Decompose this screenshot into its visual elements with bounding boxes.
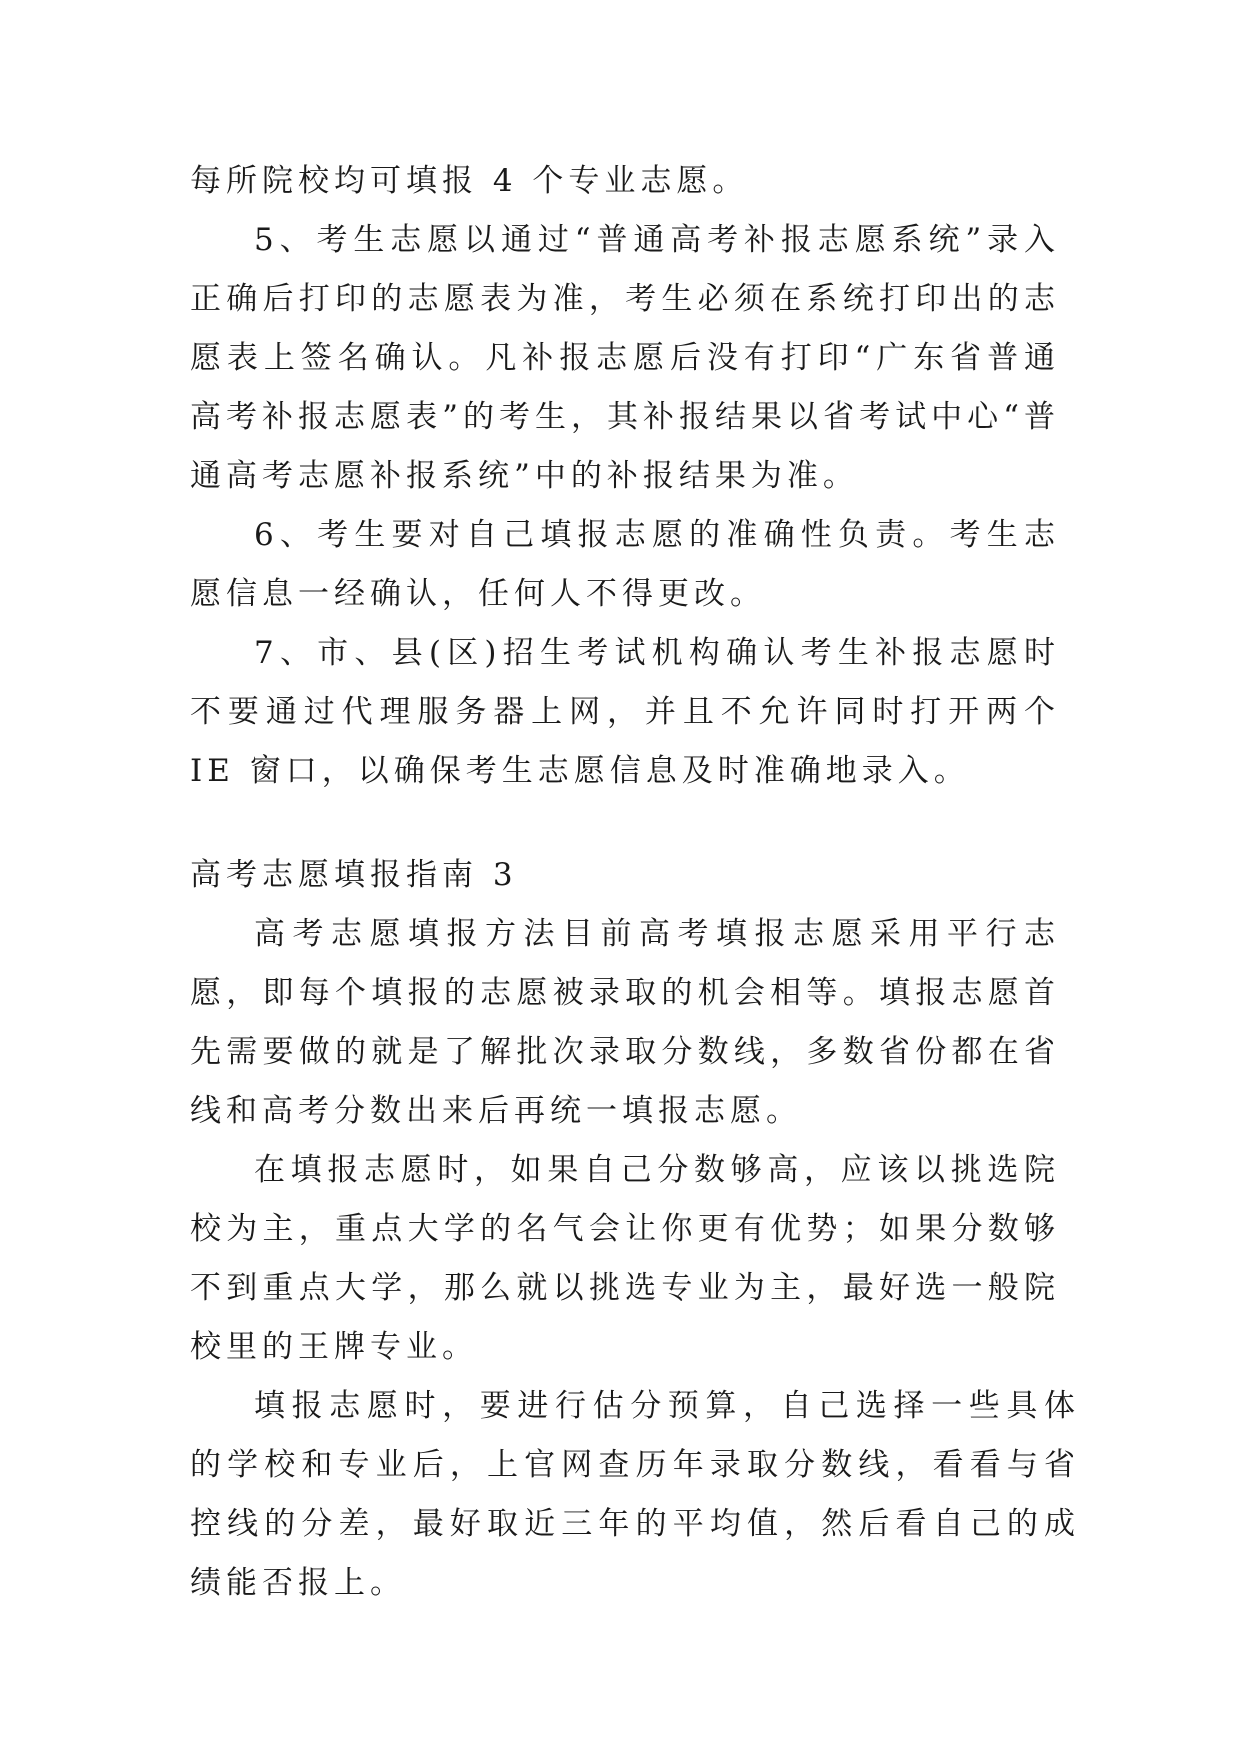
- item-6-paragraph: 6、考生要对自己填报志愿的准确性负责。考生志愿信息一经确认，任何人不得更改。: [190, 517, 1060, 612]
- item-7-paragraph: 7、市、县(区)招生考试机构确认考生补报志愿时不要通过代理服务器上网，并且不允许同时打开两个 IE 窗口，以确保考生志愿信息及时准确地录入。: [190, 635, 1060, 789]
- section-paragraph-2: 在填报志愿时，如果自己分数够高，应该以挑选院校为主，重点大学的名气会让你更有优势；如果分数够不到重点大学，那么就以挑选专业为主，最好选一般院校里的王牌专业。: [190, 1152, 1060, 1365]
- section-paragraph-1: 高考志愿填报方法目前高考填报志愿采用平行志愿，即每个填报的志愿被录取的机会相等。填报志愿首先需要做的就是了解批次录取分数线，多数省份都在省线和高考分数出来后再统一填报志愿。: [190, 916, 1060, 1129]
- item-5-paragraph: 5、考生志愿以通过“普通高考补报志愿系统”录入正确后打印的志愿表为准，考生必须在系统打印出的志愿表上签名确认。凡补报志愿后没有打印“广东省普通高考补报志愿表”的考生，其补报结果以省考试中心“普通高考志愿补报系统”中的补报结果为准。: [190, 222, 1060, 494]
- section-paragraph-3: 填报志愿时，要进行估分预算，自己选择一些具体的学校和专业后，上官网查历年录取分数线，看看与省控线的分差，最好取近三年的平均值，然后看自己的成绩能否报上。: [190, 1388, 1080, 1601]
- continuation-paragraph: 每所院校均可填报 4 个专业志愿。: [190, 163, 749, 199]
- section-heading: 高考志愿填报指南 3: [190, 857, 518, 893]
